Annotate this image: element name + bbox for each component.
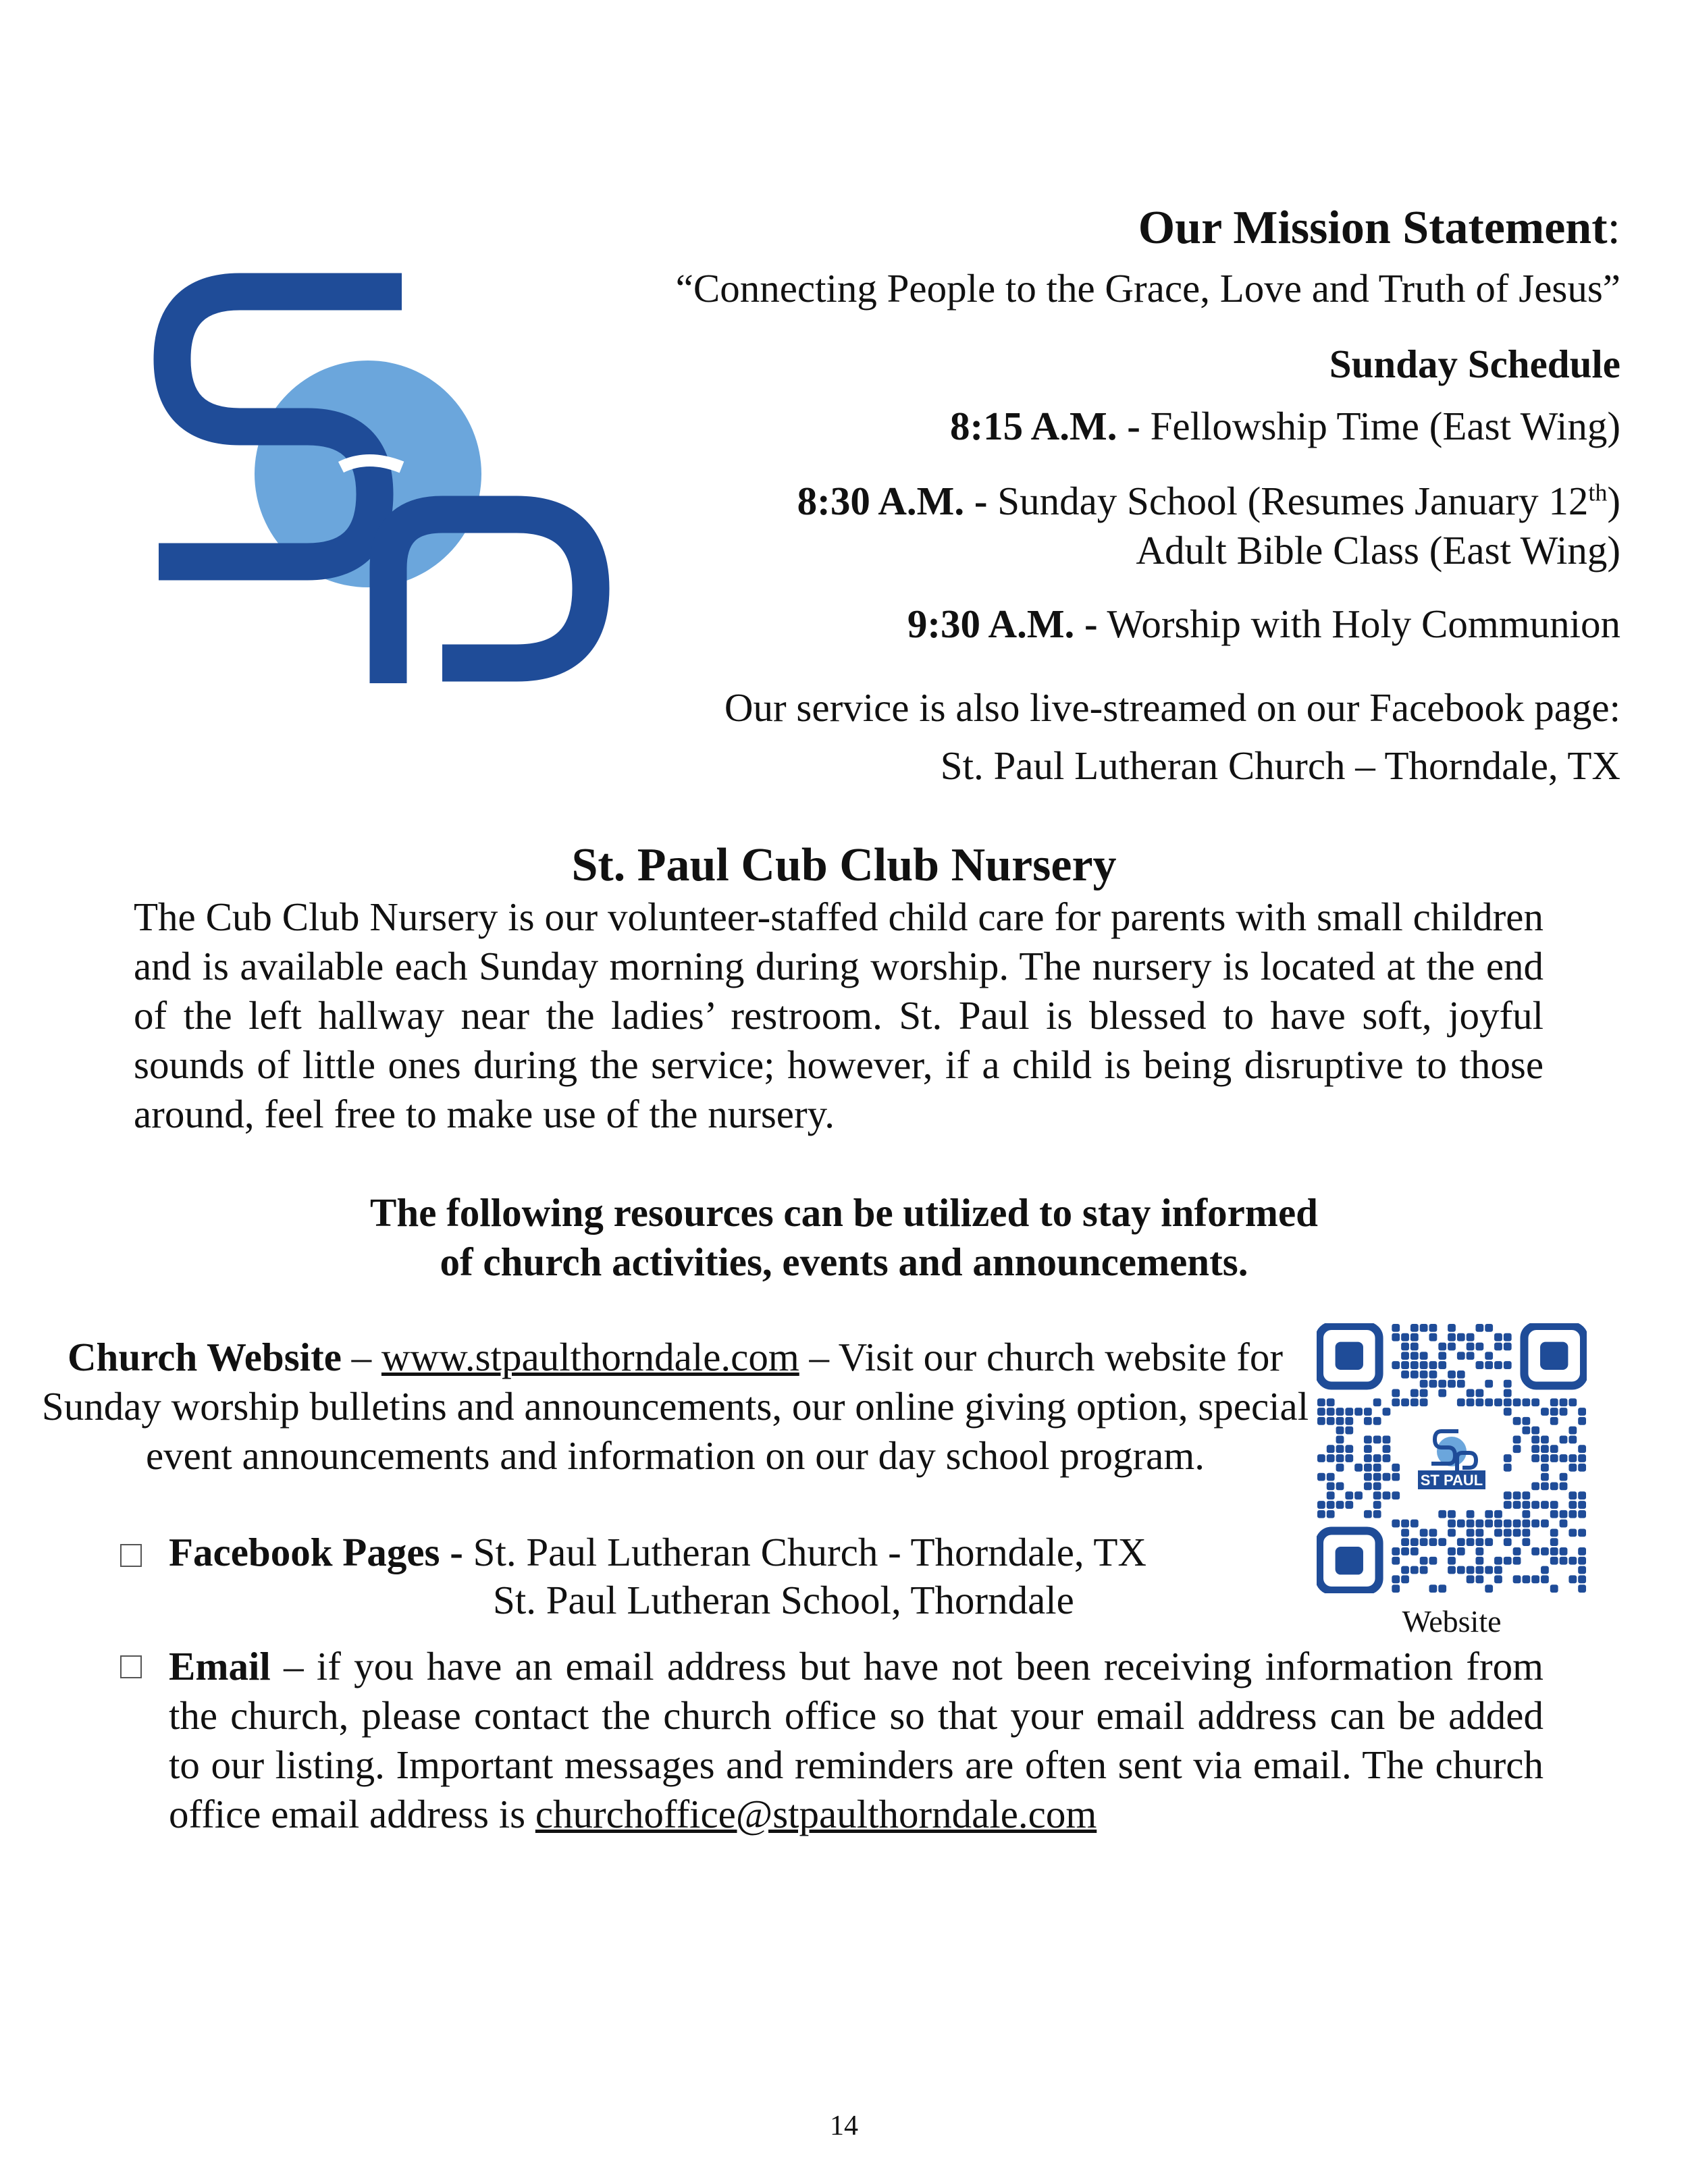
schedule-item: 9:30 A.M. - Worship with Holy Communion: [907, 602, 1620, 646]
email-paragraph: Email – if you have an email address but have not been receiving information from the church, please contact the church office so that your email address can be added to our listing. Important messages and reminders are often sent via email. The church office email address is churchoffice@stpaulthorndale.com: [120, 1642, 1544, 1839]
schedule-item: 8:15 A.M. - Fellowship Time (East Wing): [950, 404, 1620, 448]
mission-statement: “Connecting People to the Grace, Love and Truth of Jesus”: [675, 266, 1620, 311]
church-logo: [145, 251, 631, 710]
nursery-title: St. Paul Cub Club Nursery: [571, 839, 1117, 891]
schedule-item: 8:30 A.M. - Sunday School (Resumes January 12th): [797, 479, 1620, 523]
website-label: Church Website: [67, 1335, 342, 1379]
qr-caption: Website: [1402, 1604, 1502, 1639]
mission-title: Our Mission Statement:: [1138, 202, 1620, 254]
checkbox-bullet-icon: [120, 1544, 142, 1567]
facebook-pages: Facebook Pages - St. Paul Lutheran Church - Thorndale, TX: [120, 1528, 1146, 1577]
schedule-item-line2: Adult Bible Class (East Wing): [1136, 528, 1620, 572]
website-paragraph: Church Website – www.stpaulthorndale.com – Visit our church website for Sunday worship bulletins and announcements, our online giving option, special event announcements and information on our day school program.: [41, 1335, 1309, 1478]
page-number: 14: [830, 2110, 858, 2141]
schedule-title: Sunday Schedule: [1329, 342, 1620, 386]
email-link[interactable]: churchoffice@stpaulthorndale.com: [535, 1792, 1097, 1836]
livestream-note: Our service is also live-streamed on our Facebook page:: [724, 685, 1620, 730]
qr-badge-text: ST PAUL: [1420, 1472, 1483, 1489]
checkbox-bullet-icon: [120, 1655, 142, 1678]
website-link[interactable]: www.stpaulthorndale.com: [381, 1335, 799, 1379]
facebook-page-school: St. Paul Lutheran School, Thorndale: [493, 1578, 1074, 1622]
resources-heading: The following resources can be utilized to stay informed of church activities, events and announcements.: [370, 1190, 1318, 1284]
facebook-page-name: St. Paul Lutheran Church – Thorndale, TX: [940, 743, 1620, 788]
nursery-body: The Cub Club Nursery is our volunteer-staffed child care for parents with small children and is available each Sunday morning during worship. The nursery is located at the end of the left hallway near the ladies’ restroom. St. Paul is blessed to have soft, joyful sounds of little ones during the service; however, if a child is being disruptive to those around, feel free to make use of the nursery.: [134, 895, 1544, 1136]
qr-code[interactable]: [1317, 1323, 1587, 1593]
